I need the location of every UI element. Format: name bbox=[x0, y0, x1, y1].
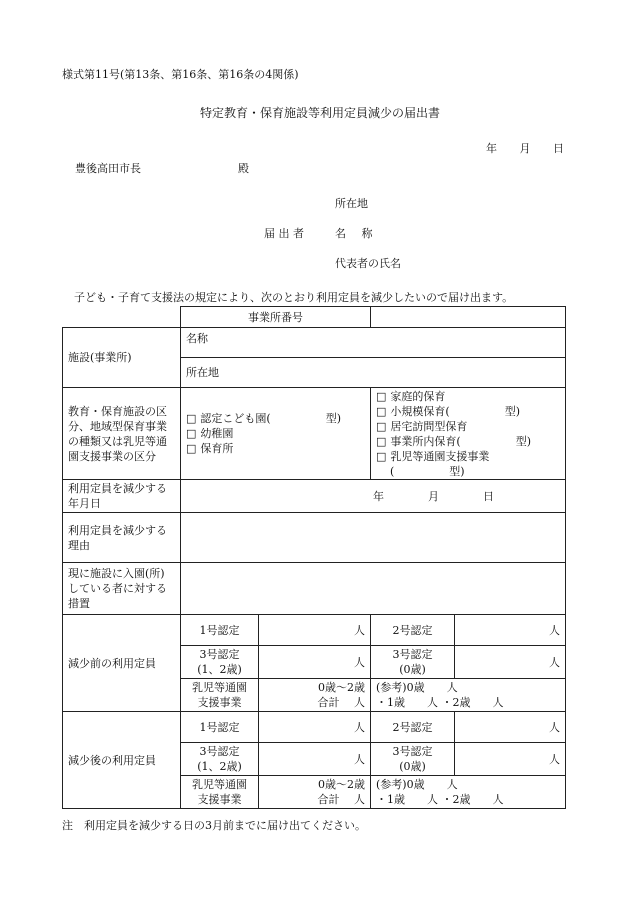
reduction-table bbox=[62, 306, 566, 809]
applicant-section-label: 届 出 者 bbox=[264, 227, 304, 240]
option-nintei-kodomoen[interactable]: □ 認定こども園( 型) bbox=[186, 411, 365, 426]
after-cert3-field[interactable]: 人 bbox=[259, 743, 371, 776]
facility-type-label: 教育・保育施設の区分、地域型保育事業の種類又は乳児等通園支援事業の区分 bbox=[63, 388, 181, 480]
office-number-field[interactable] bbox=[371, 307, 566, 328]
measures-field[interactable] bbox=[181, 563, 566, 615]
option-katei-hoiku[interactable]: □ 家庭的保育 bbox=[376, 389, 560, 404]
before-cert3-field[interactable]: 人 bbox=[259, 646, 371, 679]
option-nyuji-tsuen-type: ( 型) bbox=[390, 465, 465, 478]
measures-label: 現に施設に入園(所)している者に対する措置 bbox=[63, 563, 181, 615]
before-cert2-label: 2号認定 bbox=[371, 615, 455, 646]
before-cert2-field[interactable]: 人 bbox=[455, 615, 566, 646]
before-cert3-zero-label: 3号認定 (0歳) bbox=[371, 646, 455, 679]
applicant-rep-label: 代表者の氏名 bbox=[335, 257, 401, 270]
facility-address-field[interactable] bbox=[181, 358, 566, 388]
after-cert1-field[interactable]: 人 bbox=[259, 712, 371, 743]
before-cert3-zero-field[interactable]: 人 bbox=[455, 646, 566, 679]
before-cert3-label: 3号認定 (1、2歳) bbox=[181, 646, 259, 679]
applicant-address-label: 所在地 bbox=[335, 197, 368, 210]
option-shokibo-hoiku[interactable]: □ 小規模保育( 型) bbox=[376, 404, 560, 419]
before-reference-field[interactable]: (参考)0歳 人 ・1歳 人 ・2歳 人 bbox=[371, 679, 566, 712]
before-cert1-label: 1号認定 bbox=[181, 615, 259, 646]
option-jigyoshonai-hoiku[interactable]: □ 事業所内保育( 型) bbox=[376, 434, 560, 449]
option-nyuji-tsuen[interactable]: □ 乳児等通園支援事業 bbox=[376, 449, 560, 464]
after-cert2-label: 2号認定 bbox=[371, 712, 455, 743]
honorific: 殿 bbox=[238, 162, 249, 175]
facility-name-label: 名称 bbox=[186, 332, 208, 345]
office-number-label: 事業所番号 bbox=[181, 307, 371, 328]
before-capacity-label: 減少前の利用定員 bbox=[63, 615, 181, 712]
option-hoikusho[interactable]: □ 保育所 bbox=[186, 441, 365, 456]
facility-address-label: 所在地 bbox=[186, 366, 219, 379]
after-cert1-label: 1号認定 bbox=[181, 712, 259, 743]
after-capacity-label: 減少後の利用定員 bbox=[63, 712, 181, 809]
after-cert3-label: 3号認定 (1、2歳) bbox=[181, 743, 259, 776]
after-cert3-zero-field[interactable]: 人 bbox=[455, 743, 566, 776]
facility-label: 施設(事業所) bbox=[63, 328, 181, 388]
document-title: 特定教育・保育施設等利用定員減少の届出書 bbox=[200, 106, 441, 120]
before-infant-field[interactable]: 0歳～2歳 合計 人 bbox=[259, 679, 371, 712]
after-infant-label: 乳児等通園 支援事業 bbox=[181, 776, 259, 809]
after-cert3-zero-label: 3号認定 (0歳) bbox=[371, 743, 455, 776]
reduce-reason-field[interactable] bbox=[181, 513, 566, 563]
reduce-date-label: 利用定員を減少する年月日 bbox=[63, 480, 181, 513]
footnote: 注 利用定員を減少する日の3月前までに届け出てください。 bbox=[62, 819, 366, 832]
option-kyotaku-houmon[interactable]: □ 居宅訪問型保育 bbox=[376, 419, 560, 434]
facility-type-right-options bbox=[371, 388, 566, 480]
facility-type-left-options bbox=[181, 388, 371, 480]
intro-text: 子ども・子育て支援法の規定により、次のとおり利用定員を減少したいので届け出ます。 bbox=[74, 291, 514, 304]
reduce-date-field[interactable]: 年 月 日 bbox=[181, 480, 566, 513]
date-line: 年 月 日 bbox=[486, 142, 564, 155]
reduce-reason-label: 利用定員を減少する理由 bbox=[63, 513, 181, 563]
form-number: 様式第11号(第13条、第16条、第16条の4関係) bbox=[62, 68, 299, 81]
addressee: 豊後高田市長 bbox=[75, 162, 141, 175]
facility-name-field[interactable] bbox=[181, 328, 566, 358]
after-infant-field[interactable]: 0歳～2歳 合計 人 bbox=[259, 776, 371, 809]
option-yochien[interactable]: □ 幼稚園 bbox=[186, 426, 365, 441]
after-cert2-field[interactable]: 人 bbox=[455, 712, 566, 743]
before-infant-label: 乳児等通園 支援事業 bbox=[181, 679, 259, 712]
after-reference-field[interactable]: (参考)0歳 人 ・1歳 人 ・2歳 人 bbox=[371, 776, 566, 809]
before-cert1-field[interactable]: 人 bbox=[259, 615, 371, 646]
applicant-name-label: 名 称 bbox=[335, 227, 379, 240]
